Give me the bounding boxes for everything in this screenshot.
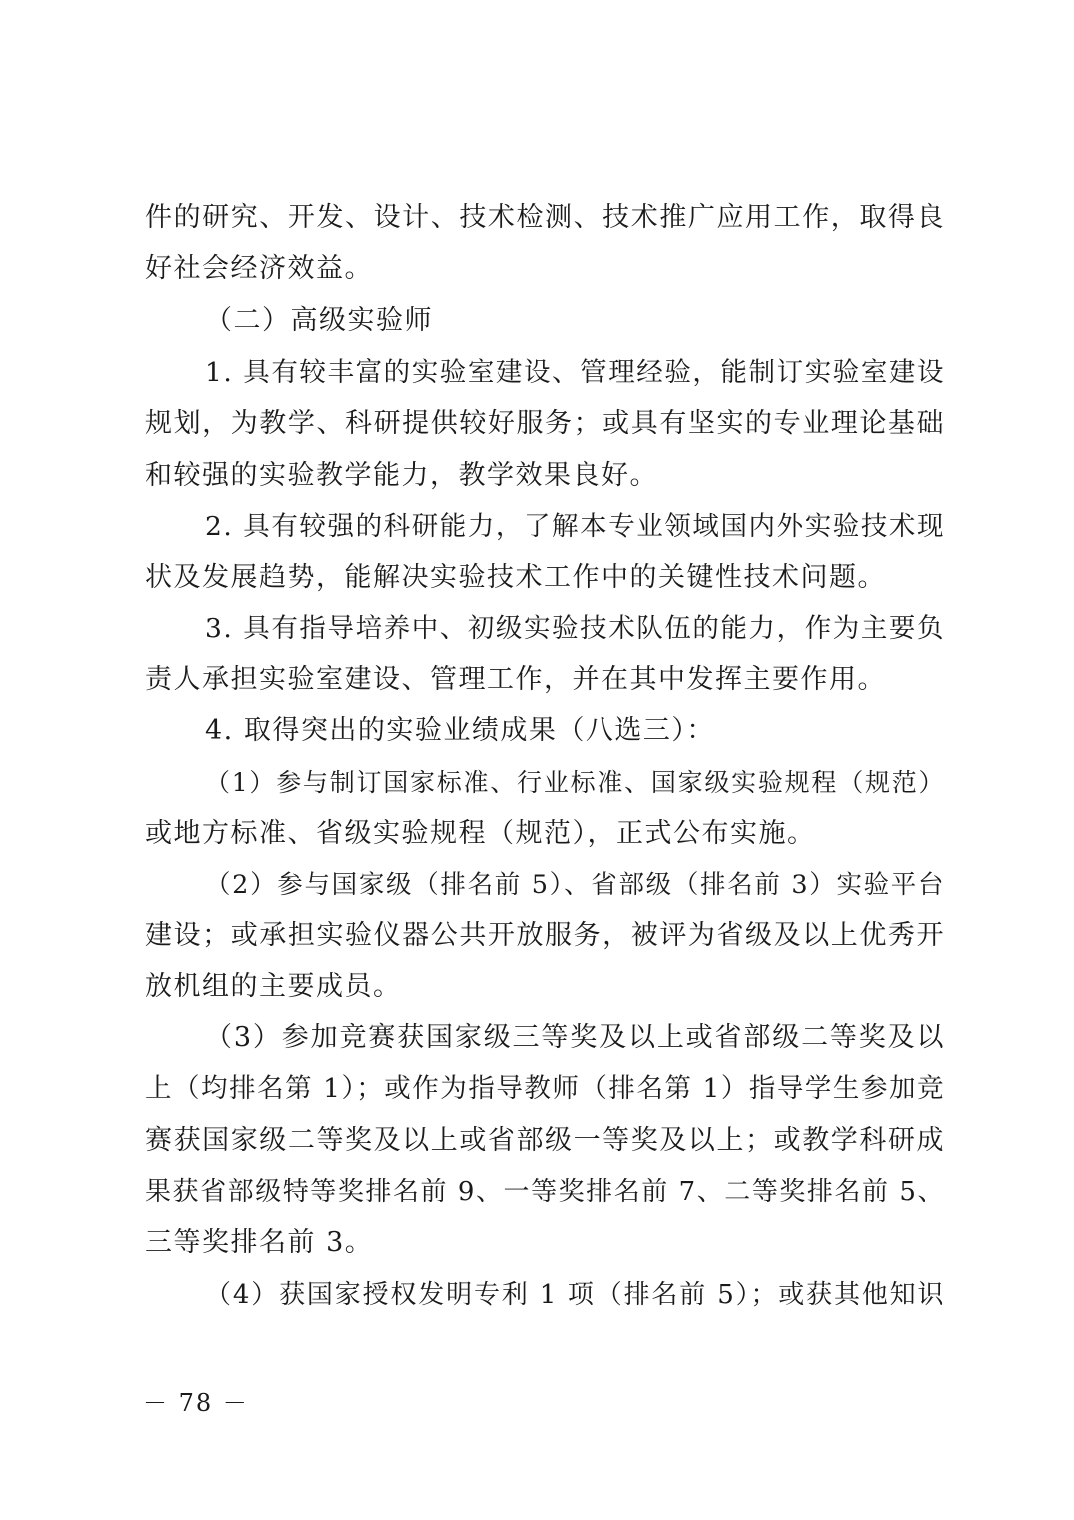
text-line: 建设；或承担实验仪器公共开放服务，被评为省级及以上优秀开 bbox=[145, 920, 945, 951]
text-line: （4）获国家授权发明专利 1 项（排名前 5）；或获其他知识 bbox=[205, 1280, 945, 1310]
page-number: － 78 － bbox=[143, 1389, 249, 1417]
text-line: 上（均排名第 1）；或作为指导教师（排名第 1）指导学生参加竞 bbox=[145, 1073, 945, 1104]
text-line: 1. 具有较丰富的实验室建设、管理经验，能制订实验室建设 bbox=[205, 357, 945, 388]
text-line: （3）参加竞赛获国家级三等奖及以上或省部级二等奖及以 bbox=[205, 1022, 945, 1053]
text-line: 果获省部级特等奖排名前 9、一等奖排名前 7、二等奖排名前 5、 bbox=[145, 1177, 945, 1207]
text-line: 3. 具有指导培养中、初级实验技术队伍的能力，作为主要负 bbox=[205, 613, 945, 644]
text-line: 赛获国家级二等奖及以上或省部级一等奖及以上；或教学科研成 bbox=[145, 1125, 945, 1156]
section-heading: （二）高级实验师 bbox=[205, 305, 433, 336]
text-line: 三等奖排名前 3。 bbox=[145, 1227, 374, 1258]
text-line: （1）参与制订国家标准、行业标准、国家级实验规程（规范） bbox=[205, 768, 945, 797]
text-line: 放机组的主要成员。 bbox=[145, 971, 402, 1002]
text-line: 4. 取得突出的实验业绩成果（八选三）： bbox=[205, 715, 715, 746]
text-line: 状及发展趋势，能解决实验技术工作中的关键性技术问题。 bbox=[145, 562, 886, 593]
text-line: 2. 具有较强的科研能力，了解本专业领域国内外实验技术现 bbox=[205, 511, 945, 542]
text-line: 和较强的实验教学能力，教学效果良好。 bbox=[145, 460, 658, 491]
text-line: （2）参与国家级（排名前 5）、省部级（排名前 3）实验平台 bbox=[205, 870, 945, 900]
text-line: 规划，为教学、科研提供较好服务；或具有坚实的专业理论基础 bbox=[145, 408, 945, 439]
text-line: 或地方标准、省级实验规程（规范），正式公布实施。 bbox=[145, 818, 816, 849]
text-line: 责人承担实验室建设、管理工作，并在其中发挥主要作用。 bbox=[145, 664, 886, 695]
text-line: 好社会经济效益。 bbox=[145, 253, 373, 284]
text-line: 件的研究、开发、设计、技术检测、技术推广应用工作，取得良 bbox=[145, 202, 945, 233]
